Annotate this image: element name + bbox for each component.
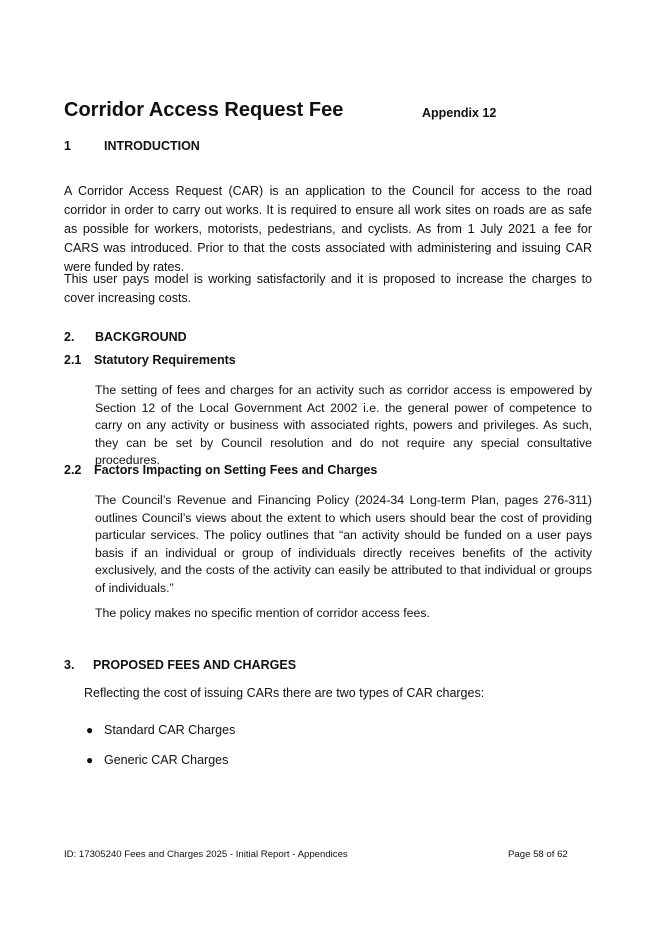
footer-page-number: Page 58 of 62 (508, 849, 568, 860)
section-3-title: PROPOSED FEES AND CHARGES (93, 658, 297, 672)
statutory-paragraph: The setting of fees and charges for an activity such as corridor access is empowered by Section 12 of the Local Government Act 2002 i.e. the general power of competence to carry on any activity or business with associated rights, powers and privileges. As such, they can be set by Council resolution and do not require any special consultative procedures. (95, 383, 592, 467)
footer-document-id: ID: 17305240 Fees and Charges 2025 - Initial Report - Appendices (64, 849, 348, 860)
factors-paragraph-2: The policy makes no specific mention of corridor access fees. (95, 606, 430, 620)
document-title: Corridor Access Request Fee (64, 99, 344, 121)
bullet-icon: ● (86, 753, 94, 767)
intro-paragraph-2: This user pays model is working satisfactorily and it is proposed to increase the charges to cover increasing costs. (64, 272, 592, 305)
bullet-item-label: Generic CAR Charges (104, 753, 229, 767)
subsection-2-1-number: 2.1 (64, 353, 82, 367)
factors-paragraph-1: The Council’s Revenue and Financing Policy (2024-34 Long-term Plan, pages 276-311) outlines Council’s views about the extent to which users should bear the cost of providing particular services. The policy outlines that “an activity should be funded on a user pays basis if an individual or group of individuals directly receives benefits of the activity exclusively, and the costs of the activity can easily be attributed to that individual or groups of individuals.” (95, 493, 592, 595)
subsection-2-1-heading (64, 353, 236, 367)
bullet-icon: ● (86, 723, 94, 737)
appendix-label: Appendix 12 (422, 106, 497, 120)
section-2-title: BACKGROUND (95, 330, 187, 344)
section-2-heading (64, 330, 187, 344)
section-3-intro: Reflecting the cost of issuing CARs there are two types of CAR charges: (84, 686, 485, 700)
section-1-heading (64, 139, 200, 153)
subsection-2-2-heading (64, 463, 377, 477)
section-3-heading (64, 658, 296, 672)
subsection-2-2-number: 2.2 (64, 463, 82, 477)
bullet-item-label: Standard CAR Charges (104, 723, 236, 737)
section-3-number: 3. (64, 658, 75, 672)
section-2-number: 2. (64, 330, 75, 344)
intro-paragraph-1: A Corridor Access Request (CAR) is an application to the Council for access to the road corridor in order to carry out works. It is required to ensure all work sites on roads are as safe as possible for workers, motorists, pedestrians, and cyclists. As from 1 July 2021 a fee for CARS was introduced. Prior to that the costs associated with administering and issuing CAR were funded by rates. (64, 184, 592, 274)
bullet-item-2 (86, 751, 228, 770)
section-1-title: INTRODUCTION (104, 139, 200, 153)
subsection-2-2-title: Factors Impacting on Setting Fees and Charges (94, 463, 378, 477)
subsection-2-1-title: Statutory Requirements (94, 353, 236, 367)
section-1-number: 1 (64, 139, 71, 153)
bullet-item-1 (86, 721, 235, 740)
